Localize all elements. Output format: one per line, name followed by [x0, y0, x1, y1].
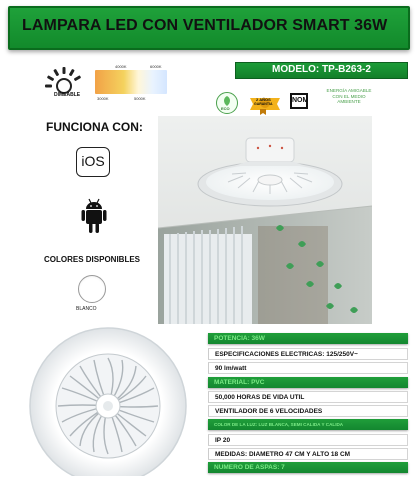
- temp-5000k: 5000K: [134, 96, 146, 101]
- spec-row: MATERIAL: PVC: [208, 377, 408, 388]
- temp-6000k: 6000K: [150, 64, 162, 69]
- warranty-label: GARANTIA: [254, 102, 273, 106]
- eco-friendly-text: ENERGÍA AMIGABLE CON EL MEDIO AMBIENTE: [326, 88, 372, 104]
- spec-row: COLOR DE LA LUZ: LUZ BLANCA, SEMI CALIDA Y CALIDA: [208, 419, 408, 430]
- eco-label: ECO: [221, 106, 230, 111]
- spec-row: VENTILADOR DE 6 VELOCIDADES: [208, 405, 408, 417]
- color-temperature-bar: [95, 70, 167, 94]
- compatibility-title: FUNCIONA CON:: [46, 120, 143, 134]
- white-color-label: BLANCO: [76, 306, 97, 312]
- white-color-swatch: [78, 275, 106, 303]
- ios-label: iOS: [81, 153, 105, 169]
- spec-row: ESPECIFICACIONES ELECTRICAS: 125/250V~: [208, 348, 408, 360]
- model-number: MODELO: TP-B263-2: [272, 64, 371, 75]
- product-closeup-photo: [18, 326, 198, 476]
- spec-row: 90 lm/watt: [208, 362, 408, 374]
- nom-badge: NOM: [290, 93, 308, 109]
- android-icon: [80, 197, 108, 235]
- room-product-photo: [158, 116, 372, 324]
- page-title: LAMPARA LED CON VENTILADOR SMART 36W: [22, 17, 388, 34]
- colors-title: COLORES DISPONIBLES: [44, 255, 141, 264]
- warranty-years: 2 AÑOS: [256, 97, 271, 102]
- spec-row: 50,000 HORAS DE VIDA UTIL: [208, 391, 408, 403]
- spec-row: MEDIDAS: DIAMETRO 47 CM Y ALTO 18 CM: [208, 448, 408, 460]
- dimmable-icon: [42, 64, 86, 108]
- spec-row: IP 20: [208, 434, 408, 446]
- spec-row: POTENCIA: 36W: [208, 333, 408, 344]
- spec-row: NUMERO DE ASPAS: 7: [208, 462, 408, 473]
- dimmable-label: DIMEABLE: [54, 92, 81, 98]
- temp-4000k: 4000K: [115, 64, 127, 69]
- temp-3000k: 3000K: [97, 96, 109, 101]
